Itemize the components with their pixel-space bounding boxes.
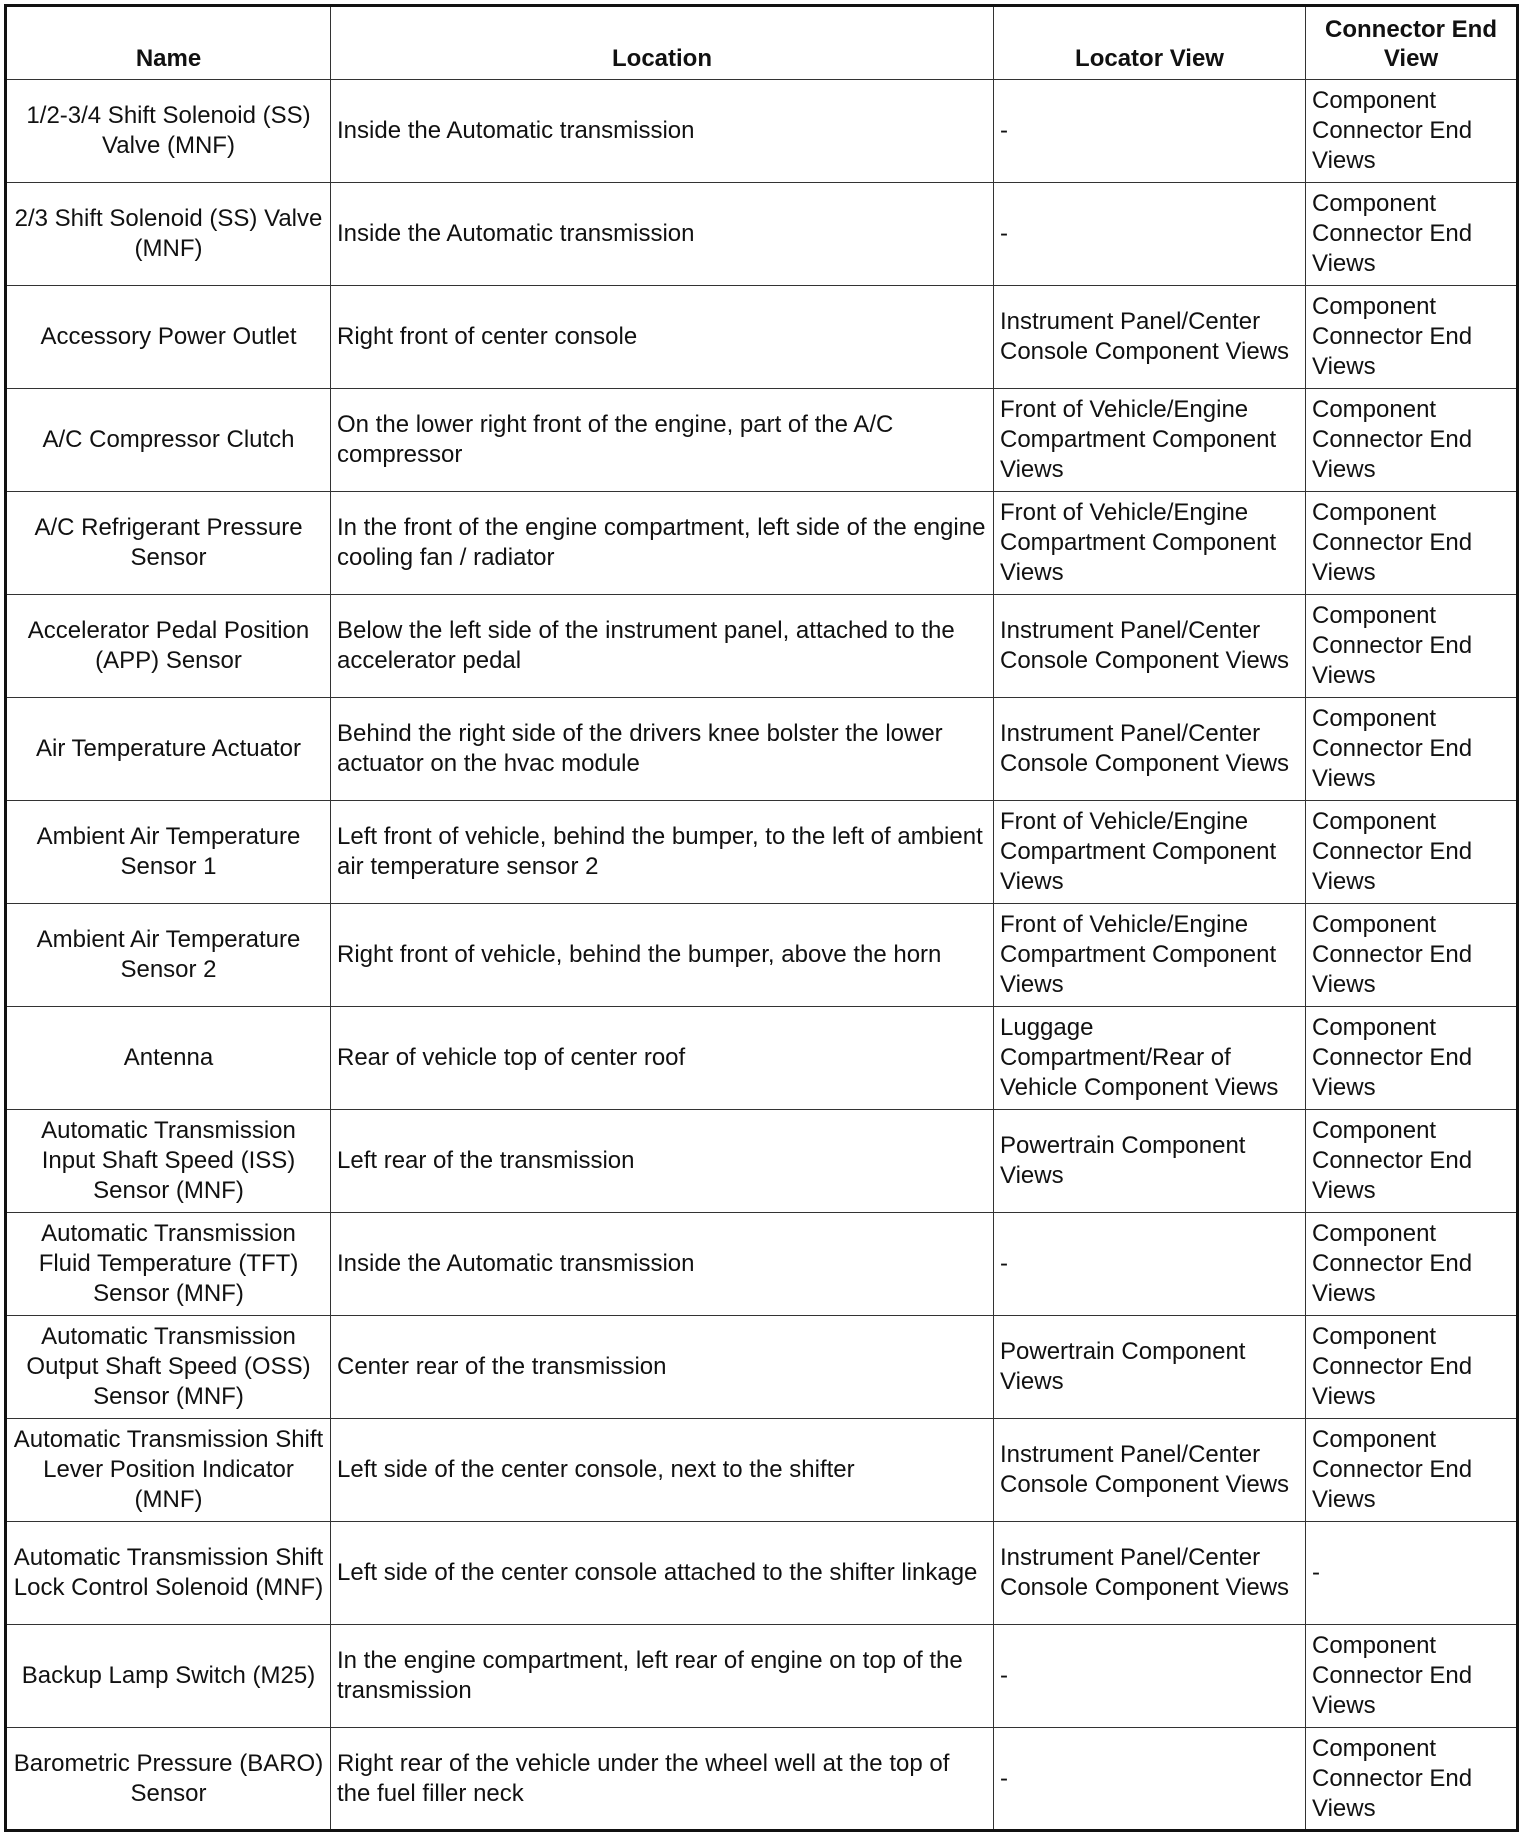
table-row [6,389,1518,492]
cell-connector-end-view: Component Connector End Views [1306,1419,1518,1522]
cell-location: Center rear of the transmission [331,1316,994,1419]
cell-connector-end-view: - [1306,1522,1518,1625]
cell-connector-end-view: Component Connector End Views [1306,1213,1518,1316]
table-row [6,1419,1518,1522]
cell-name: Barometric Pressure (BARO) Sensor [6,1728,331,1831]
cell-locator-view: Instrument Panel/Center Console Component Views [994,595,1306,698]
cell-locator-view: Front of Vehicle/Engine Compartment Component Views [994,801,1306,904]
table-row [6,1728,1518,1831]
component-location-table [4,4,1519,1832]
cell-name: Automatic Transmission Output Shaft Speed (OSS) Sensor (MNF) [6,1316,331,1419]
cell-name: Accelerator Pedal Position (APP) Sensor [6,595,331,698]
cell-name: A/C Compressor Clutch [6,389,331,492]
cell-connector-end-view: Component Connector End Views [1306,389,1518,492]
cell-connector-end-view: Component Connector End Views [1306,1625,1518,1728]
cell-location: Inside the Automatic transmission [331,80,994,183]
cell-location: Right front of vehicle, behind the bumper, above the horn [331,904,994,1007]
cell-name: Antenna [6,1007,331,1110]
cell-name: A/C Refrigerant Pressure Sensor [6,492,331,595]
cell-connector-end-view: Component Connector End Views [1306,1007,1518,1110]
cell-location: Right rear of the vehicle under the wheel well at the top of the fuel filler neck [331,1728,994,1831]
cell-connector-end-view: Component Connector End Views [1306,801,1518,904]
cell-location: In the engine compartment, left rear of engine on top of the transmission [331,1625,994,1728]
table-row [6,698,1518,801]
cell-name: Automatic Transmission Shift Lock Control Solenoid (MNF) [6,1522,331,1625]
cell-location: Below the left side of the instrument panel, attached to the accelerator pedal [331,595,994,698]
cell-connector-end-view: Component Connector End Views [1306,1316,1518,1419]
header-locator-view: Locator View [994,6,1306,80]
cell-locator-view: Instrument Panel/Center Console Component Views [994,1522,1306,1625]
cell-location: On the lower right front of the engine, part of the A/C compressor [331,389,994,492]
table-row [6,1007,1518,1110]
cell-connector-end-view: Component Connector End Views [1306,904,1518,1007]
cell-connector-end-view: Component Connector End Views [1306,286,1518,389]
cell-connector-end-view: Component Connector End Views [1306,698,1518,801]
cell-locator-view: - [994,1213,1306,1316]
cell-locator-view: Instrument Panel/Center Console Component Views [994,1419,1306,1522]
cell-locator-view: Front of Vehicle/Engine Compartment Component Views [994,904,1306,1007]
cell-location: Rear of vehicle top of center roof [331,1007,994,1110]
table-row [6,1110,1518,1213]
cell-locator-view: - [994,1728,1306,1831]
table-row [6,1625,1518,1728]
table-row [6,80,1518,183]
cell-connector-end-view: Component Connector End Views [1306,1110,1518,1213]
cell-name: Ambient Air Temperature Sensor 2 [6,904,331,1007]
cell-name: Accessory Power Outlet [6,286,331,389]
table-row [6,286,1518,389]
cell-name: 2/3 Shift Solenoid (SS) Valve (MNF) [6,183,331,286]
cell-name: Ambient Air Temperature Sensor 1 [6,801,331,904]
header-location: Location [331,6,994,80]
cell-connector-end-view: Component Connector End Views [1306,80,1518,183]
cell-locator-view: Front of Vehicle/Engine Compartment Component Views [994,389,1306,492]
cell-location: Left side of the center console, next to the shifter [331,1419,994,1522]
cell-connector-end-view: Component Connector End Views [1306,595,1518,698]
cell-location: Left side of the center console attached to the shifter linkage [331,1522,994,1625]
cell-connector-end-view: Component Connector End Views [1306,1728,1518,1831]
cell-location: Inside the Automatic transmission [331,1213,994,1316]
cell-name: Backup Lamp Switch (M25) [6,1625,331,1728]
cell-connector-end-view: Component Connector End Views [1306,183,1518,286]
cell-name: Automatic Transmission Shift Lever Position Indicator (MNF) [6,1419,331,1522]
header-connector-end-view: Connector End View [1306,6,1518,80]
table-row [6,904,1518,1007]
cell-location: Behind the right side of the drivers knee bolster the lower actuator on the hvac module [331,698,994,801]
cell-locator-view: - [994,80,1306,183]
header-name: Name [6,6,331,80]
cell-name: Air Temperature Actuator [6,698,331,801]
cell-locator-view: - [994,183,1306,286]
table-row [6,1213,1518,1316]
cell-connector-end-view: Component Connector End Views [1306,492,1518,595]
component-locator-sheet [4,4,1516,1822]
table-row [6,1316,1518,1419]
header-row [6,6,1518,80]
cell-name: Automatic Transmission Input Shaft Speed (ISS) Sensor (MNF) [6,1110,331,1213]
cell-name: 1/2-3/4 Shift Solenoid (SS) Valve (MNF) [6,80,331,183]
cell-locator-view: - [994,1625,1306,1728]
table-row [6,183,1518,286]
table-row [6,492,1518,595]
cell-location: In the front of the engine compartment, left side of the engine cooling fan / radiator [331,492,994,595]
table-row [6,595,1518,698]
cell-locator-view: Powertrain Component Views [994,1110,1306,1213]
cell-location: Left rear of the transmission [331,1110,994,1213]
cell-location: Right front of center console [331,286,994,389]
cell-location: Left front of vehicle, behind the bumper, to the left of ambient air temperature sensor 2 [331,801,994,904]
cell-locator-view: Instrument Panel/Center Console Component Views [994,286,1306,389]
cell-locator-view: Front of Vehicle/Engine Compartment Component Views [994,492,1306,595]
cell-locator-view: Luggage Compartment/Rear of Vehicle Component Views [994,1007,1306,1110]
table-row [6,1522,1518,1625]
cell-name: Automatic Transmission Fluid Temperature (TFT) Sensor (MNF) [6,1213,331,1316]
cell-location: Inside the Automatic transmission [331,183,994,286]
cell-locator-view: Instrument Panel/Center Console Component Views [994,698,1306,801]
cell-locator-view: Powertrain Component Views [994,1316,1306,1419]
table-row [6,801,1518,904]
